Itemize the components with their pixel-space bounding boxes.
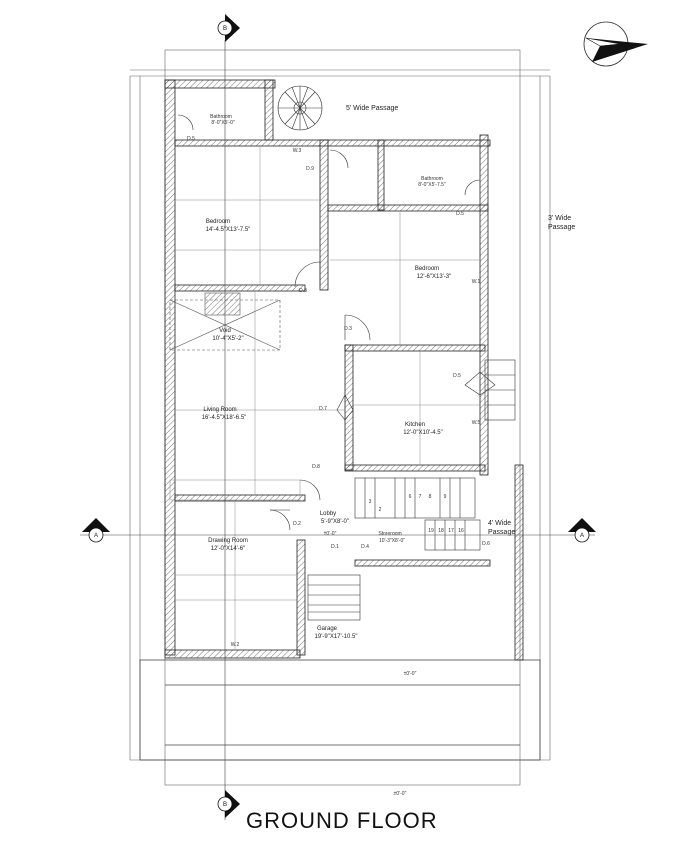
door-label: D.3 [344,326,352,332]
level-marks [324,531,417,797]
door-label: D.8 [312,464,320,470]
room-name: Garage [316,626,338,632]
window-label: W.2 [230,642,240,648]
door-label: D.7 [319,406,327,412]
section-marker-b-bottom [218,790,240,818]
marker-b-bottom-label: B [222,802,228,808]
stair-numbers [369,494,464,534]
section-lines [80,40,595,820]
section-marker-a-right [568,518,596,542]
room-bedroom-1 [206,219,251,233]
marker-a-left-label: A [93,533,99,539]
room-size: 12'-6"X13'-3" [416,274,452,280]
door-label: D.4 [361,544,369,550]
room-size: 8'-0"X5'-7.5" [418,182,446,188]
room-size: 19'-9"X17'-10.5" [314,634,358,640]
stair-number: 9 [443,494,447,500]
stair-number: 18 [438,528,444,534]
stair-number: 7 [418,494,422,500]
room-living-room [202,407,247,421]
door-label: D.5 [456,211,464,217]
room-size: 16'-4.5"X18'-6.5" [201,415,247,421]
marker-a-right-label: A [579,533,585,539]
room-lobby [320,511,349,525]
window-label: W.5 [471,420,481,426]
passage-top-label: 5' Wide Passage [346,105,399,112]
exterior-walls [165,80,523,660]
door-label: D.9 [306,166,314,172]
door-label: D.2 [293,521,301,527]
spiral-stair [278,86,322,130]
room-size: 14'-4.5"X13'-7.5" [205,227,251,233]
room-name: Void [219,328,231,334]
passage-stairs-label-2: Passage [488,529,516,536]
passage-right-label-2: Passage [548,224,576,231]
site-outline [140,660,540,760]
level-mark: ±0'-0" [323,531,337,537]
stair-number: 2 [378,507,382,513]
room-size: 10'-3"X8'-0" [378,538,406,544]
door-label: D.1 [331,544,339,550]
room-kitchen [403,422,443,436]
room-name: Bedroom [205,219,231,225]
stair-number: 16 [458,528,464,534]
marker-b-top-label: B [222,26,228,32]
window-label: W.1 [471,279,481,285]
stair-number: 3 [368,499,372,505]
window-labels [231,148,481,648]
room-bedroom-2 [415,266,451,280]
room-size: 12'-0"X14'-6" [210,546,246,552]
room-size: 12'-0"X10'-4.5" [403,430,443,436]
room-size: 5'-9"X8'-0" [321,519,349,525]
room-void [212,328,243,342]
north-arrow-icon [584,22,648,66]
door-label: D.3 [299,288,307,294]
stair-number: 8 [428,494,432,500]
stair-number: 6 [408,494,412,500]
room-name: Lobby [319,511,337,517]
room-name: Living Room [203,407,237,413]
room-name: Bedroom [414,266,440,272]
door-label: D.5 [187,136,195,142]
room-name: Bathroom [210,114,232,120]
room-garage [315,626,358,640]
level-mark: ±0'-0" [393,791,407,797]
room-name: Bathroom [421,176,443,182]
door-label: D.5 [453,373,461,379]
level-mark: ±0'-0" [403,671,417,677]
passage-right-label-1: 3' Wide [548,215,572,222]
stair-number: 19 [428,528,434,534]
door-label: D.6 [482,541,490,547]
window-label: W.3 [292,148,302,154]
section-marker-a-left [82,518,110,542]
room-name: Drawing Room [208,538,248,544]
room-drawing-room [208,538,248,552]
door-labels [187,136,490,550]
stair-number: 17 [448,528,454,534]
room-store [378,531,405,544]
room-name: Kitchen [404,422,426,428]
drawing-title: GROUND FLOOR [246,808,438,833]
room-size: 10'-4"X5'-2" [212,336,244,342]
room-size: 8'-0"X5'-0" [211,120,235,126]
room-bathroom-2 [418,176,446,188]
passage-stairs-label-1: 4' Wide [488,520,512,527]
section-marker-b-top [218,14,240,42]
room-name: Storeroom [378,531,402,537]
room-bathroom-1 [210,114,235,126]
